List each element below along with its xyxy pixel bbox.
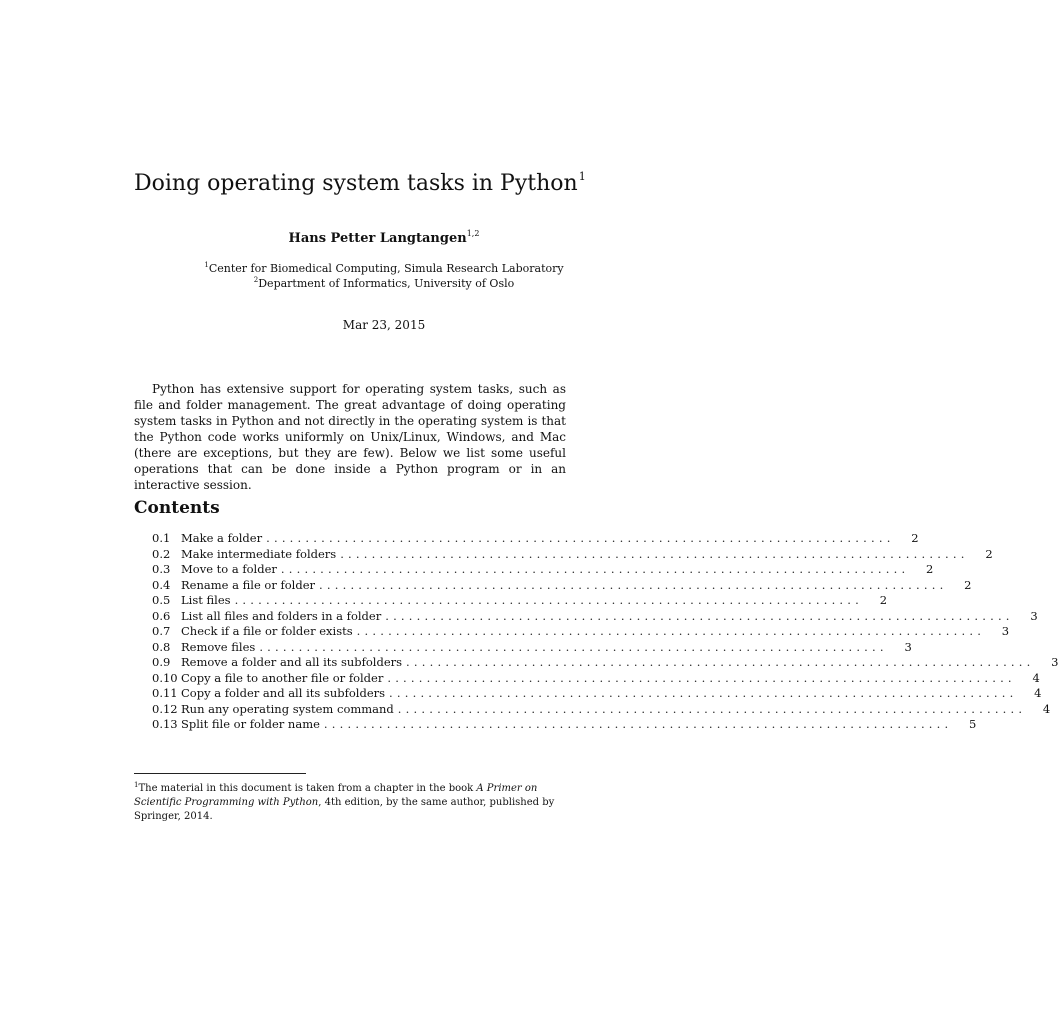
toc-entry-label: Check if a file or folder exists [181, 624, 353, 638]
author-affiliation-mark: 1,2 [466, 229, 480, 238]
toc-leader-dots: ................................................................................ [406, 655, 1035, 669]
abstract: Python has extensive support for operating system tasks, such as file and folder management. The great advantage of doing operating system tasks in Python and not directly in the operating system is that the Python code works uniformly on Unix/Linux, Windows, and Mac (there are exceptions, but they are few). Below we list some useful operations that can be done inside a Python program or in an interactive session. [134, 382, 566, 492]
toc-entry-label: Run any operating system command [181, 701, 394, 716]
affiliation-2 [0, 276, 768, 290]
toc-entry-page: 2 [911, 531, 919, 545]
toc-entry[interactable] [152, 562, 934, 578]
footnote-rule [134, 773, 306, 774]
toc-entry-label: Remove a folder and all its subfolders [181, 655, 403, 669]
toc-entry-page: 3 [1051, 655, 1059, 669]
toc-entry-label: Make intermediate folders [181, 546, 337, 561]
toc-entry[interactable] [152, 608, 1038, 625]
toc-entry-number: 0.12 [152, 701, 178, 716]
toc-entry-number: 0.11 [152, 686, 178, 700]
author [0, 229, 768, 246]
toc-entry-number: 0.2 [152, 546, 171, 561]
paper-title [134, 170, 586, 196]
toc-entry-number: 0.13 [152, 717, 178, 731]
toc-entry[interactable] [152, 670, 1040, 687]
toc-entry-label: Move to a folder [181, 562, 277, 576]
toc-entry-label: Copy a folder and all its subfolders [181, 686, 386, 700]
toc-leader-dots: ................................................................................ [280, 562, 910, 576]
toc-entry[interactable] [152, 655, 1059, 671]
toc-entry[interactable] [152, 686, 1042, 702]
toc-leader-dots: ................................................................................ [385, 608, 1014, 623]
affiliation-1-mark: 1 [204, 261, 209, 269]
toc-entry-number: 0.1 [152, 531, 171, 545]
toc-entry-page: 4 [1042, 701, 1051, 716]
toc-leader-dots: ................................................................................ [387, 670, 1016, 685]
toc-entry-page: 2 [964, 577, 972, 592]
toc-entry[interactable] [152, 546, 993, 563]
toc-entry-page: 3 [1001, 624, 1010, 638]
footnote-text-after: , 4th edition, by the same author, published by Springer, 2014. [134, 797, 555, 822]
paper-title-text: Doing operating system tasks in Python [134, 170, 578, 196]
toc-entry[interactable] [152, 593, 888, 609]
toc-entry-page: 4 [1032, 670, 1040, 685]
toc-entry[interactable] [152, 577, 972, 594]
toc-entry-number: 0.9 [152, 655, 171, 669]
toc-leader-dots: ................................................................................ [340, 546, 969, 561]
contents-heading: Contents [134, 498, 220, 518]
toc-entry[interactable] [152, 531, 919, 547]
affiliation-2-text: Department of Informatics, University of Oslo [258, 277, 515, 290]
table-of-contents [152, 531, 1059, 733]
affiliation-1-text: Center for Biomedical Computing, Simula Research Laboratory [208, 262, 564, 275]
toc-entry-label: Rename a file or folder [181, 577, 316, 592]
toc-entry[interactable] [152, 701, 1051, 718]
toc-entry-number: 0.3 [152, 562, 171, 576]
toc-leader-dots: ................................................................................ [319, 577, 948, 592]
toc-leader-dots: ................................................................................ [266, 531, 895, 545]
title-footnote-mark: 1 [578, 169, 586, 183]
footnote-book-title: A Primer on Scientific Programming with Python [134, 783, 538, 808]
toc-entry-number: 0.5 [152, 593, 171, 607]
toc-entry[interactable] [152, 717, 977, 733]
toc-entry-number: 0.8 [152, 639, 171, 654]
footnote [134, 778, 566, 824]
toc-leader-dots: ................................................................................ [259, 639, 888, 654]
toc-entry-number: 0.7 [152, 624, 171, 638]
toc-entry-page: 2 [985, 546, 993, 561]
toc-entry-page: 3 [1030, 608, 1038, 623]
toc-entry-label: Remove files [181, 639, 256, 654]
affiliation-1 [0, 261, 768, 275]
toc-entry-number: 0.10 [152, 670, 178, 685]
toc-entry-label: List all files and folders in a folder [181, 608, 382, 623]
toc-entry-page: 4 [1034, 686, 1042, 700]
toc-entry-page: 2 [879, 593, 888, 607]
toc-entry-page: 5 [969, 717, 977, 731]
toc-entry-label: Make a folder [181, 531, 263, 545]
toc-leader-dots: ................................................................................ [323, 717, 953, 731]
author-name: Hans Petter Langtangen [288, 231, 467, 246]
toc-leader-dots: ................................................................................ [234, 593, 864, 607]
toc-entry-label: Split file or folder name [181, 717, 320, 731]
paper-date: Mar 23, 2015 [342, 318, 426, 332]
toc-entry-label: Copy a file to another file or folder [181, 670, 384, 685]
footnote-text-before: The material in this document is taken from a chapter in the book [138, 783, 477, 794]
toc-entry[interactable] [152, 639, 912, 656]
toc-entry-number: 0.6 [152, 608, 171, 623]
toc-entry-number: 0.4 [152, 577, 171, 592]
affiliation-2-mark: 2 [253, 276, 259, 284]
toc-entry-label: List files [181, 593, 231, 607]
toc-entry[interactable] [152, 624, 1010, 640]
toc-leader-dots: ................................................................................ [356, 624, 986, 638]
toc-entry-page: 2 [926, 562, 934, 576]
toc-entry-page: 3 [904, 639, 912, 654]
footnote-mark: 1 [134, 781, 139, 789]
toc-leader-dots: ................................................................................ [397, 701, 1027, 716]
toc-leader-dots: ................................................................................ [389, 686, 1018, 700]
